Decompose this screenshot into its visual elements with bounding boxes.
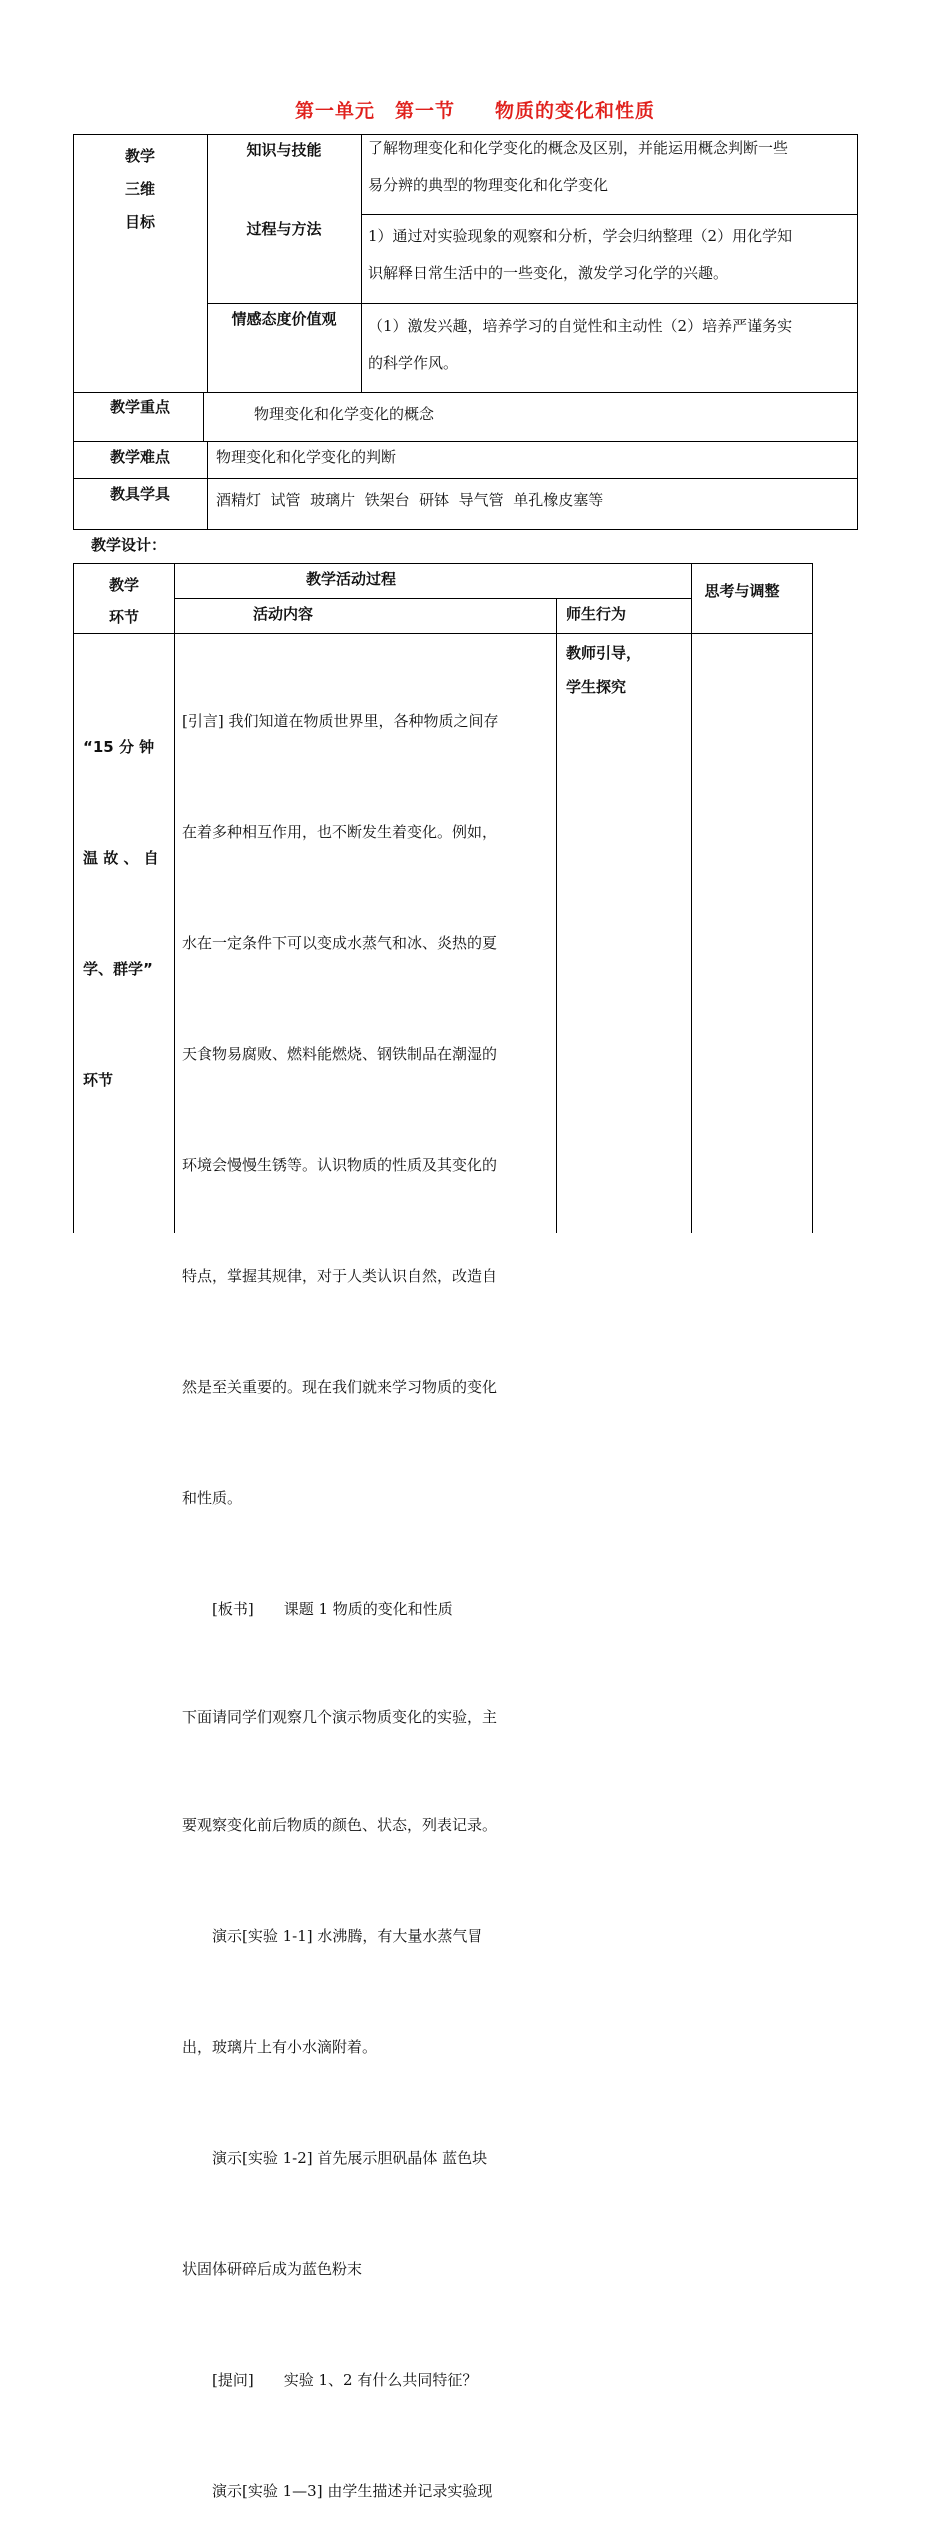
goal-row-text xyxy=(368,130,788,204)
content-line: 环境会慢慢生锈等。认识物质的性质及其变化的 xyxy=(182,1156,498,1174)
stage-line: 温 故 、 自 xyxy=(83,849,159,867)
content-line: [板书] 课题 1 物质的变化和性质 xyxy=(182,1600,453,1618)
content-header: 活动内容 xyxy=(252,605,314,623)
difficulty-value: 物理变化和化学变化的判断 xyxy=(216,448,397,466)
goal-row-text xyxy=(368,308,792,382)
tools-label: 教具学具 xyxy=(109,485,171,503)
stage-header-line: 环节 xyxy=(108,608,140,626)
content-line: 出，玻璃片上有小水滴附着。 xyxy=(182,2038,378,2056)
goal-line: 易分辨的典型的物理变化和化学变化 xyxy=(368,176,609,194)
process-header: 教学活动过程 xyxy=(305,570,397,588)
goal-line: （1）激发兴趣，培养学习的自觉性和主动性（2）培养严谨务实 xyxy=(368,317,793,335)
content-line: 特点，掌握其规律，对于人类认识自然，改造自 xyxy=(182,1267,498,1285)
goal-row-label: 情感态度价值观 xyxy=(231,310,337,328)
key-point-value: 物理变化和化学变化的概念 xyxy=(254,405,435,423)
content-line: 和性质。 xyxy=(182,1489,243,1507)
content-line: 演示[实验 1-2] 首先展示胆矾晶体 蓝色块 xyxy=(182,2149,488,2167)
stage-line: 学、群学” xyxy=(83,960,153,978)
reflect-header: 思考与调整 xyxy=(704,582,780,600)
behavior-line: 教师引导， xyxy=(566,644,642,662)
content-line: 天食物易腐败、燃料能燃烧、钢铁制品在潮湿的 xyxy=(182,1045,498,1063)
content-line: [提问] 实验 1、2 有什么共同特征？ xyxy=(182,2371,478,2389)
content-line: [引言] 我们知道在物质世界里，各种物质之间存 xyxy=(182,712,499,730)
goal-line: 识解释日常生活中的一些变化，激发学习化学的兴趣。 xyxy=(368,264,729,282)
difficulty-label: 教学难点 xyxy=(109,448,171,466)
content-line: 在着多种相互作用，也不断发生着变化。例如， xyxy=(182,823,498,841)
page-title: 第一单元 第一节 物质的变化和性质 xyxy=(294,100,655,122)
goal-line: 了解物理变化和化学变化的概念及区别，并能运用概念判断一些 xyxy=(368,139,789,157)
content-line: 演示[实验 1—3] 由学生描述并记录实验现 xyxy=(182,2482,493,2500)
goal-line: 1）通过对实验现象的观察和分析，学会归纳整理（2）用化学知 xyxy=(368,227,793,245)
stage-header-line: 教学 xyxy=(108,576,140,594)
tools-value: 酒精灯 试管 玻璃片 铁架台 研钵 导气管 单孔橡皮塞等 xyxy=(216,491,604,509)
stage-cell xyxy=(83,655,159,1136)
key-point-label: 教学重点 xyxy=(109,398,171,416)
goals-label-line: 目标 xyxy=(124,213,156,231)
content-line: 水在一定条件下可以变成水蒸气和冰、炎热的夏 xyxy=(182,934,498,952)
goal-row-text xyxy=(368,218,792,292)
behavior-line: 学生探究 xyxy=(566,678,627,696)
goal-row-label: 知识与技能 xyxy=(246,141,322,159)
goals-label-line: 教学 xyxy=(124,147,156,165)
goal-row-label: 过程与方法 xyxy=(246,220,322,238)
goals-label-line: 三维 xyxy=(124,180,156,198)
content-line: 状固体研碎后成为蓝色粉末 xyxy=(182,2260,363,2278)
goals-label xyxy=(125,140,155,239)
goal-line: 的科学作风。 xyxy=(368,354,459,372)
content-line: 演示[实验 1-1] 水沸腾，有大量水蒸气冒 xyxy=(182,1927,483,1945)
content-cell xyxy=(182,629,498,2547)
content-line: 要观察变化前后物质的颜色、状态，列表记录。 xyxy=(182,1816,498,1834)
stage-line: 环节 xyxy=(83,1071,114,1089)
behavior-header: 师生行为 xyxy=(565,605,627,623)
stage-header xyxy=(109,569,139,633)
content-line: 下面请同学们观察几个演示物质变化的实验，主 xyxy=(182,1708,498,1726)
behavior-cell xyxy=(566,636,641,704)
stage-line: “15 分 钟 xyxy=(83,738,155,756)
content-line: 然是至关重要的。现在我们就来学习物质的变化 xyxy=(182,1378,498,1396)
design-label: 教学设计： xyxy=(91,536,167,554)
